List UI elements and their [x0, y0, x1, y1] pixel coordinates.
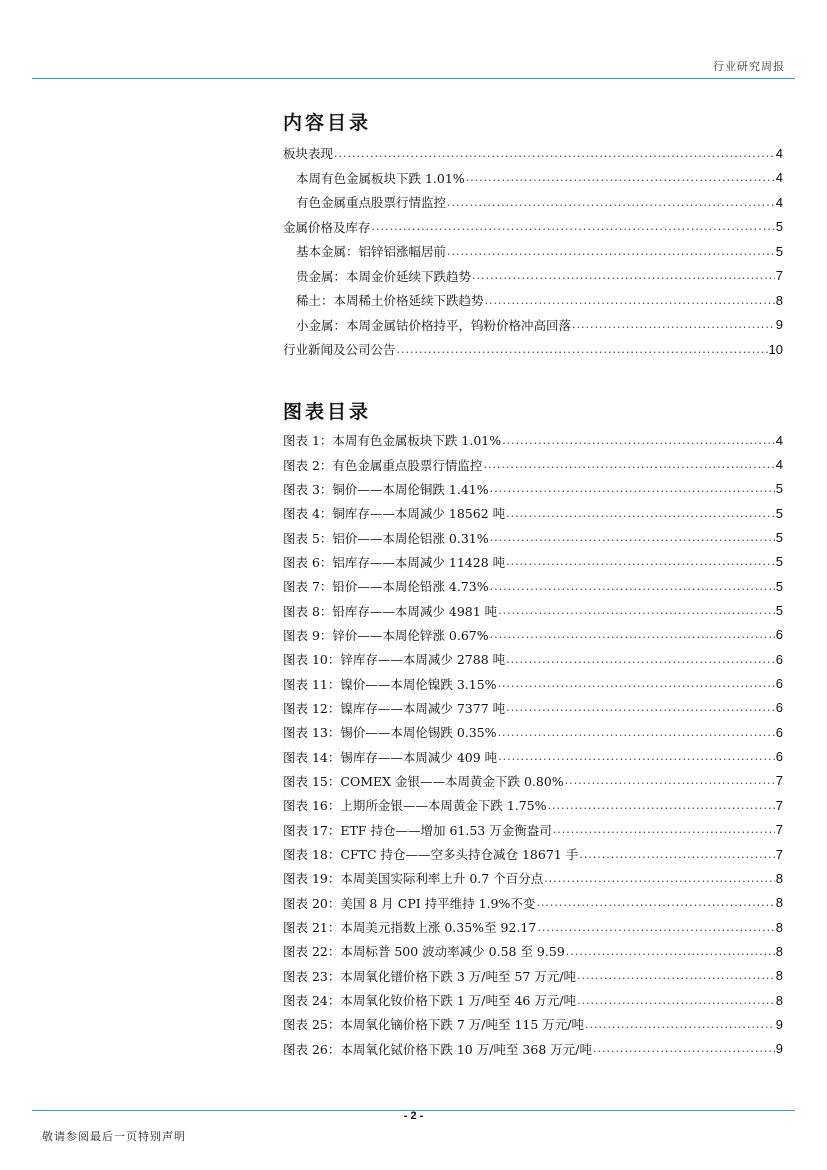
toc-entry-label: 本周有色金属板块下跌 1.01%: [296, 170, 465, 186]
dot-leader: [490, 628, 775, 641]
figure-entry-label: 图表 9：锌价——本周伦锌涨 0.67%: [283, 627, 489, 643]
figure-entry[interactable]: [283, 793, 783, 817]
figure-entry-page: 6: [775, 749, 783, 765]
figure-entry[interactable]: [283, 1037, 783, 1061]
figure-entry-label: 图表 14：锡库存——本周减少 409 吨: [283, 749, 498, 765]
figure-entry-label: 图表 11：镍价——本周伦镍跌 3.15%: [283, 676, 497, 692]
figure-entry-label: 图表 24：本周氧化钕价格下跌 1 万/吨至 46 万元/吨: [283, 993, 577, 1009]
figure-entry[interactable]: [283, 720, 783, 744]
figure-entry-page: 6: [775, 676, 783, 692]
figure-entry-page: 4: [775, 457, 783, 473]
dot-leader: [498, 726, 775, 739]
figure-entry[interactable]: [283, 671, 783, 695]
report-type-label: 行业研究周报: [713, 60, 785, 73]
toc-list: [283, 141, 783, 362]
toc-title: 内容目录: [283, 112, 372, 134]
toc-entry[interactable]: [283, 239, 783, 264]
figure-entry-label: 图表 22：本周标普 500 波动率减少 0.58 至 9.59: [283, 944, 565, 960]
dot-leader: [372, 220, 775, 233]
figure-entry-page: 8: [775, 919, 783, 935]
dot-leader: [506, 701, 775, 714]
figure-entry[interactable]: [283, 939, 783, 963]
figure-entry-label: 图表 15：COMEX 金银——本周黄金下跌 0.80%: [283, 773, 564, 789]
figure-entry-label: 图表 17：ETF 持仓——增加 61.53 万金衡盎司: [283, 822, 552, 838]
dot-leader: [537, 921, 774, 934]
figure-entry-page: 6: [775, 700, 783, 716]
figure-entry[interactable]: [283, 769, 783, 793]
dot-leader: [579, 848, 775, 861]
figure-entry-label: 图表 16：上期所金银——本周黄金下跌 1.75%: [283, 798, 547, 814]
dot-leader: [466, 171, 775, 184]
figure-entry[interactable]: [283, 501, 783, 525]
figure-entry-label: 图表 20：美国 8 月 CPI 持平维持 1.9%不变: [283, 895, 536, 911]
figure-entry-label: 图表 26：本周氧化铽价格下跌 10 万/吨至 368 万元/吨: [283, 1041, 592, 1057]
toc-entry-page: 4: [775, 170, 783, 186]
figure-entry[interactable]: [283, 452, 783, 476]
dot-leader: [490, 580, 775, 593]
toc-entry[interactable]: [283, 313, 783, 338]
toc-entry[interactable]: [283, 141, 783, 166]
toc-entry-label: 板块表现: [283, 146, 334, 162]
figure-entry[interactable]: [283, 988, 783, 1012]
figure-entry-page: 5: [775, 505, 783, 521]
figure-entry-label: 图表 2：有色金属重点股票行情监控: [283, 457, 483, 473]
toc-entry-label: 行业新闻及公司公告: [283, 342, 396, 358]
dot-leader: [577, 969, 775, 982]
figure-entry-label: 图表 23：本周氧化镨价格下跌 3 万/吨至 57 万元/吨: [283, 968, 577, 984]
figure-entry-label: 图表 13：锡价——本周伦锡跌 0.35%: [283, 725, 497, 741]
dot-leader: [490, 531, 775, 544]
toc-entry[interactable]: [283, 215, 783, 240]
dot-leader: [572, 318, 775, 331]
figure-entry-page: 9: [775, 1016, 783, 1032]
figure-entry-label: 图表 21：本周美元指数上涨 0.35%至 92.17: [283, 920, 537, 936]
disclaimer-text: 敬请参阅最后一页特别声明: [42, 1130, 186, 1143]
figure-entry-label: 图表 7：铅价——本周伦铅涨 4.73%: [283, 579, 489, 595]
figure-entry-page: 7: [775, 773, 783, 789]
figure-entry[interactable]: [283, 964, 783, 988]
figure-entry[interactable]: [283, 477, 783, 501]
figure-entry-page: 6: [775, 627, 783, 643]
toc-entry-label: 小金属：本周金属钴价格持平，钨粉价格冲高回落: [296, 317, 572, 333]
figure-entry-page: 5: [775, 578, 783, 594]
header-divider: [32, 78, 795, 79]
dot-leader: [498, 677, 775, 690]
figure-entry-page: 6: [775, 724, 783, 740]
figure-entry[interactable]: [283, 574, 783, 598]
toc-entry[interactable]: [283, 264, 783, 289]
toc-entry-page: 4: [775, 145, 783, 161]
figure-entry-page: 5: [775, 603, 783, 619]
figure-entry[interactable]: [283, 598, 783, 622]
dot-leader: [498, 604, 775, 617]
dot-leader: [397, 343, 768, 356]
figures-list: [283, 428, 783, 1061]
figure-entry[interactable]: [283, 818, 783, 842]
toc-entry[interactable]: [283, 166, 783, 191]
figure-entry-page: 7: [775, 797, 783, 813]
figure-entry[interactable]: [283, 891, 783, 915]
figure-entry[interactable]: [283, 647, 783, 671]
figure-entry[interactable]: [283, 744, 783, 768]
figure-entry-page: 8: [775, 992, 783, 1008]
figures-title: 图表目录: [283, 401, 372, 423]
toc-entry-label: 贵金属：本周金价延续下跌趋势: [296, 268, 472, 284]
figure-entry-page: 6: [775, 651, 783, 667]
dot-leader: [566, 945, 775, 958]
dot-leader: [548, 799, 775, 812]
dot-leader: [485, 294, 775, 307]
figure-entry-label: 图表 10：锌库存——本周减少 2788 吨: [283, 652, 506, 668]
figure-entry-page: 9: [775, 1041, 783, 1057]
dot-leader: [506, 507, 775, 520]
toc-entry[interactable]: [283, 190, 783, 215]
figure-entry-label: 图表 1：本周有色金属板块下跌 1.01%: [283, 433, 502, 449]
page-number: - 2 -: [403, 1110, 424, 1122]
dot-leader: [490, 482, 775, 495]
dot-leader: [498, 750, 775, 763]
dot-leader: [447, 245, 775, 258]
dot-leader: [577, 994, 775, 1007]
toc-entry-page: 8: [775, 292, 783, 308]
figure-entry-page: 5: [775, 554, 783, 570]
figure-entry-page: 5: [775, 481, 783, 497]
toc-entry-label: 稀土：本周稀土价格延续下跌趋势: [296, 293, 484, 309]
dot-leader: [502, 434, 775, 447]
figure-entry-page: 8: [775, 870, 783, 886]
figure-entry-label: 图表 19：本周美国实际利率上升 0.7 个百分点: [283, 871, 544, 887]
dot-leader: [334, 147, 775, 160]
figure-entry[interactable]: [283, 525, 783, 549]
toc-entry-page: 10: [768, 341, 783, 357]
dot-leader: [447, 196, 775, 209]
toc-entry-page: 5: [775, 243, 783, 259]
figure-entry-label: 图表 25：本周氧化镝价格下跌 7 万/吨至 115 万元/吨: [283, 1017, 585, 1033]
figure-entry[interactable]: [283, 428, 783, 452]
figure-entry-label: 图表 6：铝库存——本周减少 11428 吨: [283, 554, 506, 570]
dot-leader: [544, 872, 775, 885]
figure-entry-label: 图表 18：CFTC 持仓——空多头持仓减仓 18671 手: [283, 847, 579, 863]
figure-entry[interactable]: [283, 623, 783, 647]
figure-entry-label: 图表 4：铜库存——本周减少 18562 吨: [283, 506, 506, 522]
figure-entry[interactable]: [283, 1012, 783, 1036]
figure-entry-page: 8: [775, 895, 783, 911]
figure-entry[interactable]: [283, 842, 783, 866]
dot-leader: [472, 269, 775, 282]
figure-entry-label: 图表 8：铅库存——本周减少 4981 吨: [283, 603, 498, 619]
figure-entry[interactable]: [283, 915, 783, 939]
dot-leader: [536, 896, 774, 909]
figure-entry-label: 图表 12：镍库存——本周减少 7377 吨: [283, 700, 506, 716]
toc-entry[interactable]: [283, 288, 783, 313]
dot-leader: [506, 555, 775, 568]
dot-leader: [593, 1042, 775, 1055]
figure-entry-label: 图表 3：铜价——本周伦铜跌 1.41%: [283, 481, 489, 497]
figure-entry-page: 7: [775, 822, 783, 838]
figure-entry-page: 8: [775, 968, 783, 984]
toc-entry-label: 金属价格及库存: [283, 219, 371, 235]
figure-entry-page: 5: [775, 530, 783, 546]
toc-entry-page: 5: [775, 219, 783, 235]
dot-leader: [506, 653, 775, 666]
toc-entry-page: 9: [775, 317, 783, 333]
toc-entry-page: 4: [775, 194, 783, 210]
figure-entry[interactable]: [283, 866, 783, 890]
figure-entry-page: 7: [775, 846, 783, 862]
dot-leader: [565, 774, 775, 787]
dot-leader: [585, 1018, 775, 1031]
toc-entry-label: 有色金属重点股票行情监控: [296, 195, 447, 211]
toc-entry[interactable]: [283, 337, 783, 362]
figure-entry-label: 图表 5：铝价——本周伦铝涨 0.31%: [283, 530, 489, 546]
figure-entry[interactable]: [283, 550, 783, 574]
dot-leader: [553, 823, 775, 836]
toc-entry-label: 基本金属：铝锌铝涨幅居前: [296, 244, 447, 260]
figure-entry-page: 8: [775, 943, 783, 959]
figure-entry-page: 4: [775, 432, 783, 448]
figure-entry[interactable]: [283, 696, 783, 720]
toc-entry-page: 7: [775, 268, 783, 284]
dot-leader: [483, 458, 774, 471]
